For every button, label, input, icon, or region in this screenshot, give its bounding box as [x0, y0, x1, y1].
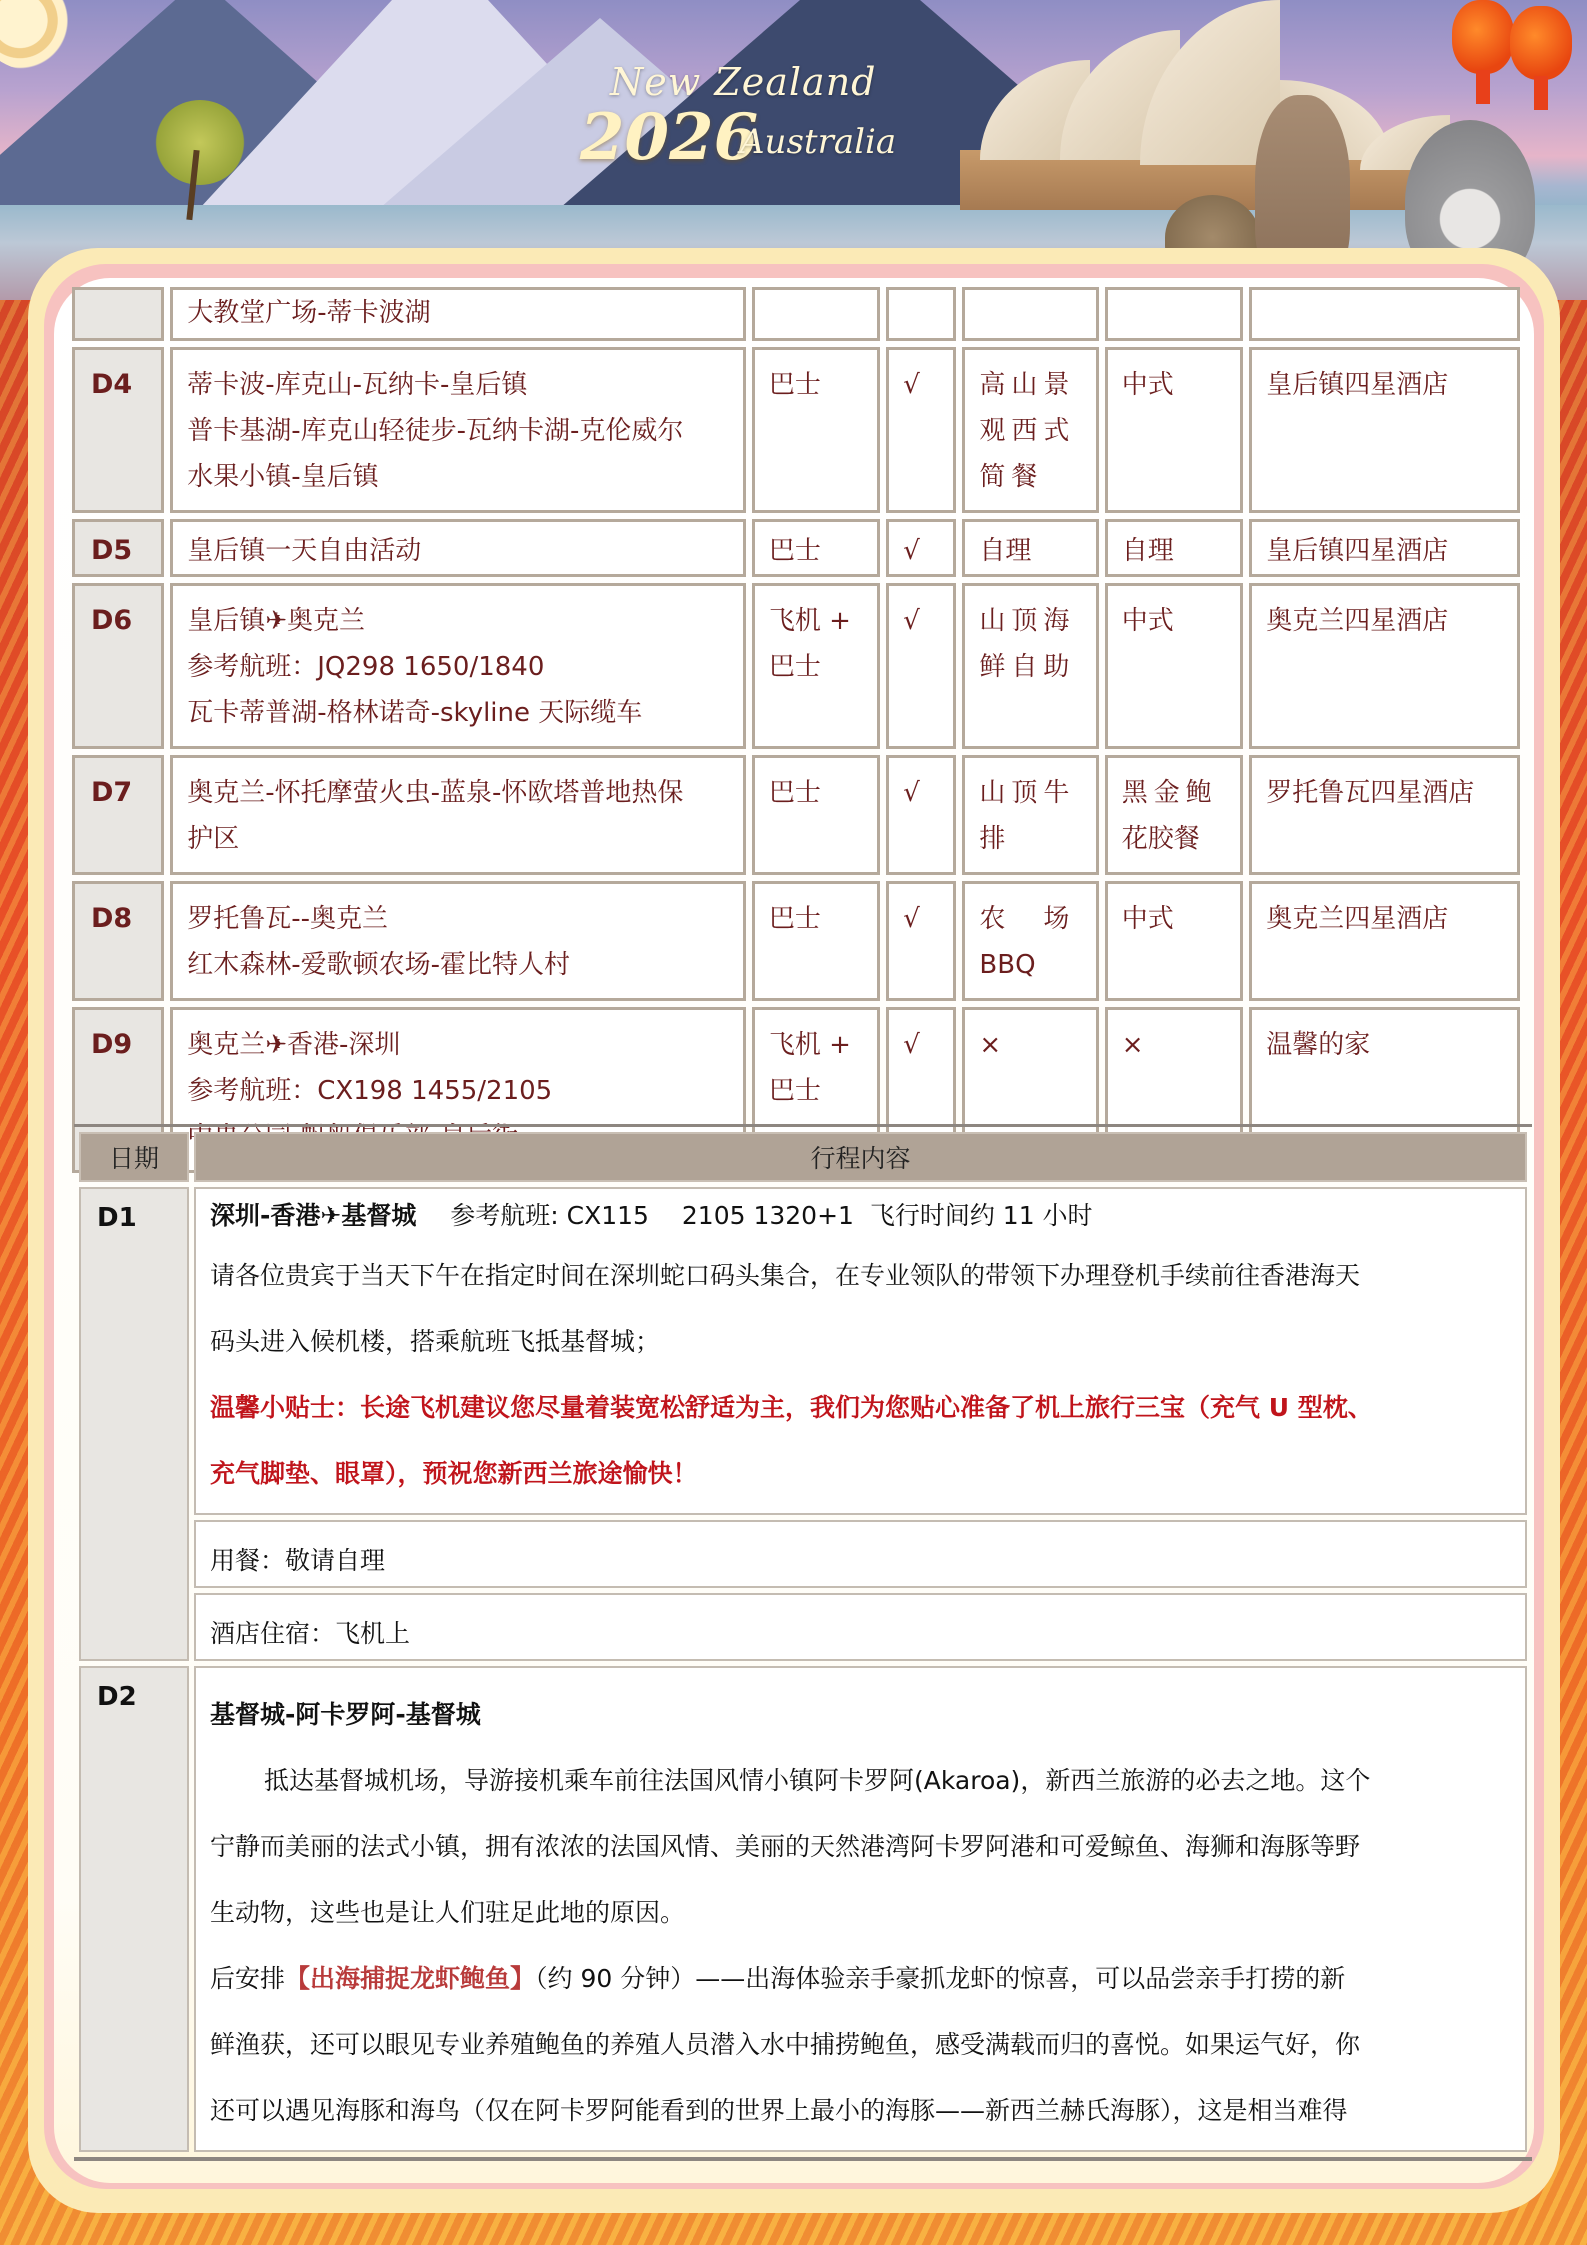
hotel-cell: 罗托鲁瓦四星酒店	[1249, 755, 1520, 875]
tip-line: 温馨小贴士：长途飞机建议您尽量着装宽松舒适为主，我们为您贴心准备了机上旅行三宝（充气 U 型枕、	[210, 1393, 1373, 1422]
lunch-cell: 高山景 观西式 简餐	[962, 347, 1098, 513]
dinner-cell: 中式	[1105, 347, 1243, 513]
table-row	[72, 347, 1520, 513]
meal-cell: 用餐：敬请自理	[194, 1520, 1527, 1588]
red-lantern-icon	[1452, 0, 1514, 74]
paragraph-line: 后安排【出海捕捉龙虾鲍鱼】（约 90 分钟）——出海体验亲手豪抓龙虾的惊喜，可以品尝亲手打捞的新	[210, 1964, 1346, 1993]
dinner-cell: 中式	[1105, 881, 1243, 1001]
route-cell: 大教堂广场-蒂卡波湖	[170, 287, 746, 341]
itinerary-detail-table	[74, 1127, 1532, 2157]
transport-cell: 飞机 + 巴士	[752, 583, 880, 749]
lunch-cell: 山顶牛 排	[962, 755, 1098, 875]
lunch-cell: ×	[962, 1007, 1098, 1173]
day-cell: D9	[72, 1007, 164, 1173]
day-cell: D6	[72, 583, 164, 749]
transport-cell: 巴士	[752, 755, 880, 875]
breakfast-cell: √	[886, 881, 956, 1001]
lunch-cell: 农 场 BBQ	[962, 881, 1098, 1001]
hotel-cell: 皇后镇四星酒店	[1249, 347, 1520, 513]
title-australia: Australia	[740, 122, 897, 162]
paragraph-line: 码头进入候机楼，搭乘航班飞抵基督城；	[210, 1327, 661, 1356]
dinner-cell	[1105, 287, 1243, 341]
paragraph-line: 鲜渔获，还可以眼见专业养殖鲍鱼的养殖人员潜入水中捕捞鲍鱼，感受满载而归的喜悦。如果运气好，你	[210, 2030, 1361, 2059]
transport-cell: 飞机 + 巴士	[752, 1007, 880, 1173]
day-cell: D5	[72, 519, 164, 577]
table-row	[72, 287, 1520, 341]
day-title: 深圳-香港✈基督城	[210, 1201, 417, 1230]
table-header-row	[79, 1132, 1527, 1182]
paragraph-line: 生动物，这些也是让人们驻足此地的原因。	[210, 1898, 686, 1927]
route-cell: 蒂卡波-库克山-瓦纳卡-皇后镇 普卡基湖-库克山轻徒步-瓦纳卡湖-克伦威尔 水果小镇-皇后镇	[170, 347, 746, 513]
lunch-cell: 山顶海 鲜自助	[962, 583, 1098, 749]
breakfast-cell: √	[886, 583, 956, 749]
hotel-cell: 皇后镇四星酒店	[1249, 519, 1520, 577]
flight-info: 参考航班: CX115 2105 1320+1 飞行时间约 11 小时	[450, 1201, 1093, 1230]
day-cell: D2	[79, 1666, 189, 2152]
table-row-d2	[79, 1666, 1527, 2152]
hotel-cell	[1249, 287, 1520, 341]
route-cell: 奥克兰-怀托摩萤火虫-蓝泉-怀欧塔普地热保 护区	[170, 755, 746, 875]
hotel-cell: 奥克兰四星酒店	[1249, 881, 1520, 1001]
hotel-cell: 温馨的家	[1249, 1007, 1520, 1173]
route-cell: 奥克兰✈香港-深圳 参考航班：CX198 1455/2105	[170, 1007, 746, 1173]
breakfast-cell	[886, 287, 956, 341]
lunch-cell	[962, 287, 1098, 341]
table-row-d1-meal	[79, 1520, 1527, 1588]
paragraph-line: 请各位贵宾于当天下午在指定时间在深圳蛇口码头集合，在专业领队的带领下办理登机手续前往香港海天	[210, 1261, 1361, 1290]
hotel-cell: 酒店住宿：飞机上	[194, 1593, 1527, 1661]
title-year: 2026	[580, 100, 759, 175]
route-cell: 皇后镇✈奥克兰 参考航班：JQ298 1650/1840 瓦卡蒂普湖-格林诺奇-skyline 天际缆车	[170, 583, 746, 749]
day-title: 基督城-阿卡罗阿-基督城	[210, 1700, 481, 1729]
table-row	[72, 881, 1520, 1001]
transport-cell: 巴士	[752, 347, 880, 513]
table-row-d1	[79, 1187, 1527, 1515]
header-content: 行程内容	[194, 1132, 1527, 1182]
itinerary-summary-table	[66, 281, 1526, 1179]
highlight-activity: 【出海捕捉龙虾鲍鱼】	[285, 1964, 536, 1993]
day-cell: D8	[72, 881, 164, 1001]
paragraph-line: 抵达基督城机场，导游接机乘车前往法国风情小镇阿卡罗阿(Akaroa)，新西兰旅游的必去之地。这个	[264, 1766, 1371, 1795]
itinerary-detail-section	[74, 1124, 1532, 2161]
route-cell: 皇后镇一天自由活动	[170, 519, 746, 577]
tip-line: 充气脚垫、眼罩），预祝您新西兰旅途愉快！	[210, 1459, 698, 1488]
paragraph-line: 还可以遇见海豚和海鸟（仅在阿卡罗阿能看到的世界上最小的海豚——新西兰赫氏海豚），这是相当难得	[210, 2096, 1348, 2125]
breakfast-cell: √	[886, 519, 956, 577]
breakfast-cell: √	[886, 347, 956, 513]
breakfast-cell: √	[886, 1007, 956, 1173]
dinner-cell: 自理	[1105, 519, 1243, 577]
day-cell: D4	[72, 347, 164, 513]
table-row-d1-hotel	[79, 1593, 1527, 1661]
table-row	[72, 519, 1520, 577]
lunch-cell: 自理	[962, 519, 1098, 577]
table-row	[72, 583, 1520, 749]
header-date: 日期	[79, 1132, 189, 1182]
red-lantern-icon	[1510, 6, 1572, 80]
day-cell: D7	[72, 755, 164, 875]
transport-cell: 巴士	[752, 519, 880, 577]
day-cell	[72, 287, 164, 341]
day-content-cell	[194, 1666, 1527, 2152]
paragraph-line: 宁静而美丽的法式小镇，拥有浓浓的法国风情、美丽的天然港湾阿卡罗阿港和可爱鲸鱼、海狮和海豚等野	[210, 1832, 1361, 1861]
hotel-cell: 奥克兰四星酒店	[1249, 583, 1520, 749]
dinner-cell: ×	[1105, 1007, 1243, 1173]
transport-cell	[752, 287, 880, 341]
banner-title	[580, 60, 920, 190]
willow-tree-icon	[155, 100, 245, 185]
breakfast-cell: √	[886, 755, 956, 875]
day-content-cell	[194, 1187, 1527, 1515]
day-cell: D1	[79, 1187, 189, 1661]
table-row	[72, 755, 1520, 875]
transport-cell: 巴士	[752, 881, 880, 1001]
title-new-zealand: New Zealand	[610, 60, 877, 104]
dinner-cell: 中式	[1105, 583, 1243, 749]
route-cell: 罗托鲁瓦--奥克兰 红木森林-爱歌顿农场-霍比特人村	[170, 881, 746, 1001]
dinner-cell: 黑金鲍 花胶餐	[1105, 755, 1243, 875]
